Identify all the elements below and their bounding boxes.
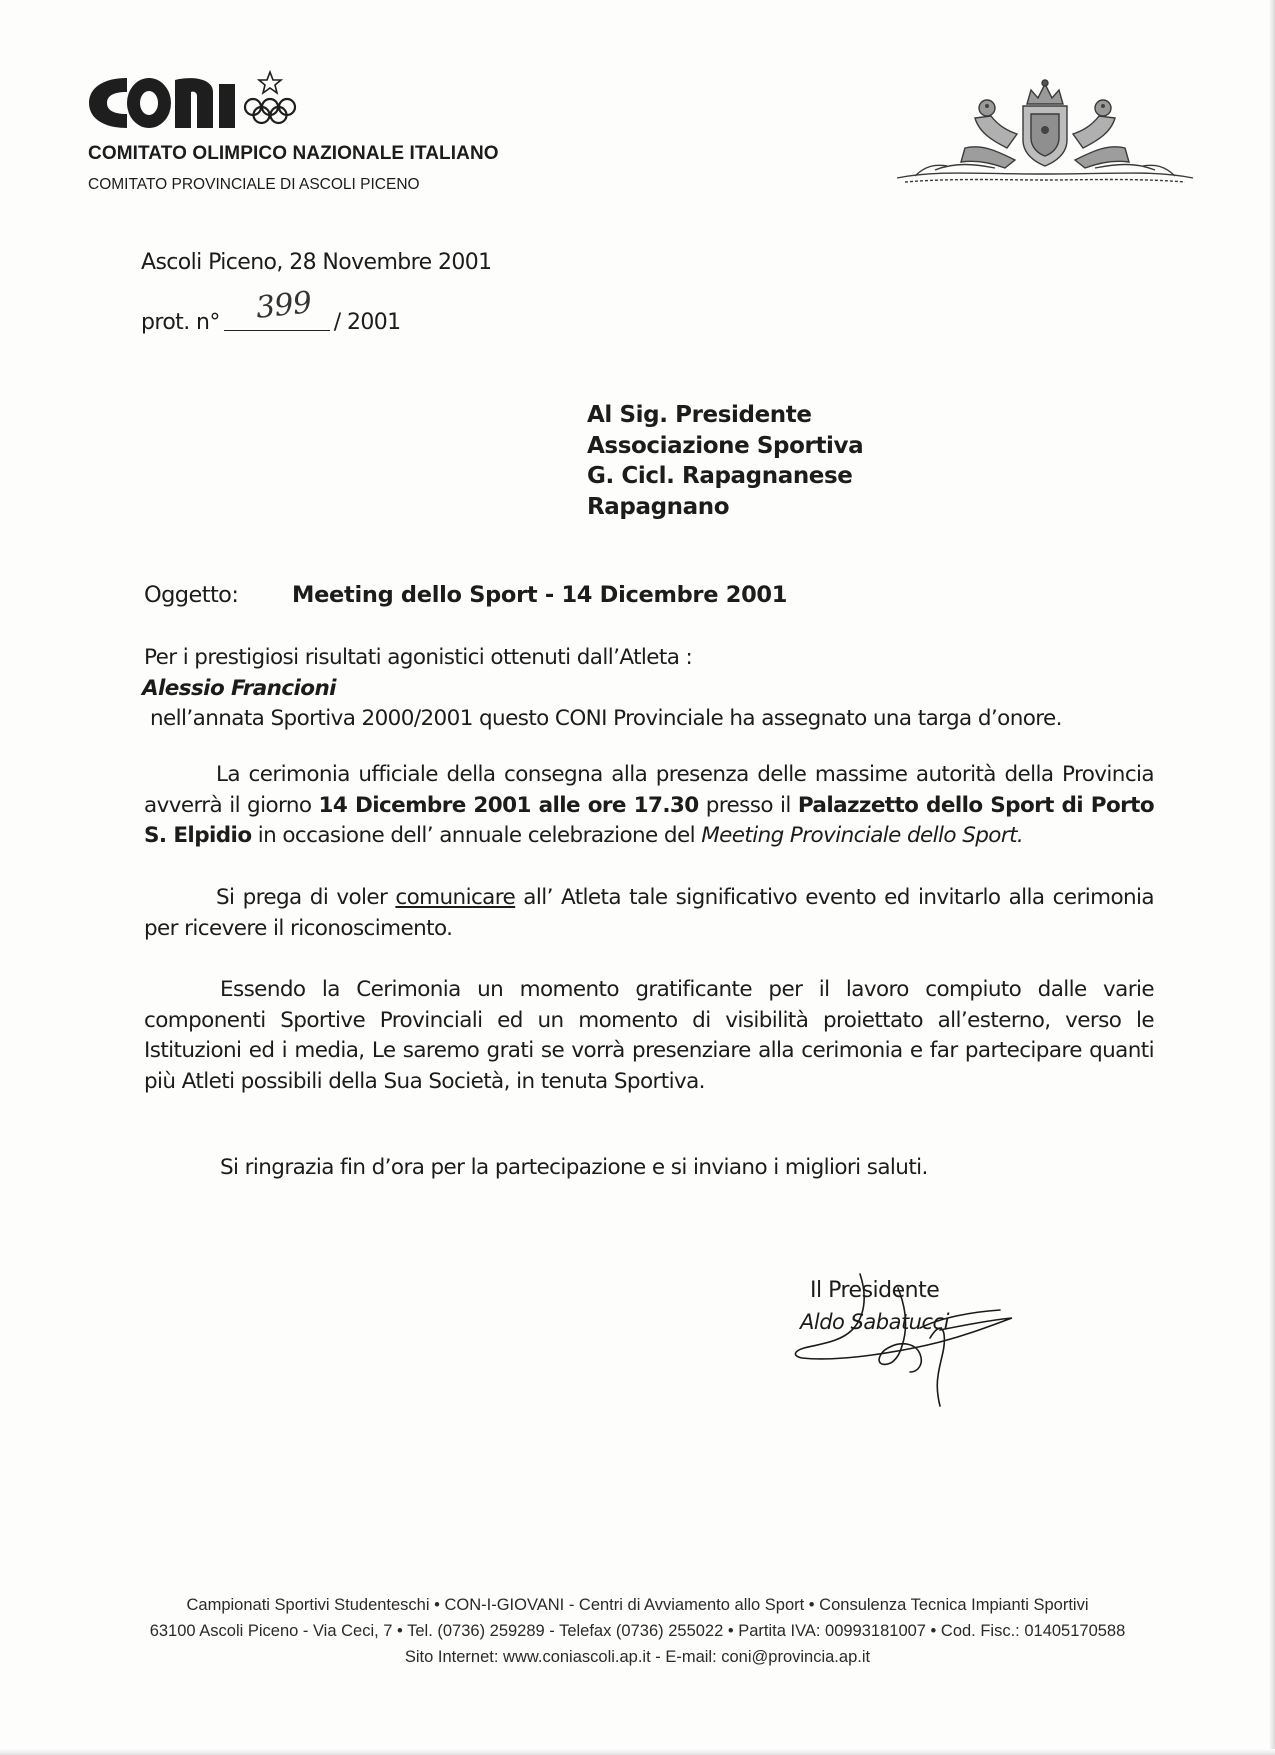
signature-title: Il Presidente: [810, 1278, 940, 1303]
subject-line: [144, 582, 787, 608]
coni-logo-icon: [87, 70, 312, 132]
organization-subtitle: COMITATO PROVINCIALE DI ASCOLI PICENO: [88, 176, 420, 193]
signature-name: Aldo Sabatucci: [800, 1310, 949, 1334]
date-line: Ascoli Piceno, 28 Novembre 2001: [141, 250, 492, 275]
paragraph-ceremony: [144, 760, 1154, 852]
recipient-line: Al Sig. Presidente: [587, 402, 812, 428]
paragraph-award-rest: nell’annata Sportiva 2000/2001 questo CONI Provinciale ha assegnato una targa d’onore.: [150, 706, 1062, 731]
text-span: all’ Atleta tale significativo evento ed invitarlo alla cerimonia per ricevere il riconoscimento.: [144, 885, 1154, 941]
subject-label: Oggetto:: [144, 582, 239, 608]
protocol-line: [141, 285, 401, 335]
text-span: La cerimonia ufficiale della consegna alla presenza delle massime autorità della Provincia avverrà il giorno: [144, 762, 1154, 818]
text-span: presso il: [698, 792, 798, 818]
footer-line: Sito Internet: www.coniascoli.ap.it - E-mail: coni@provincia.ap.it: [404, 1648, 871, 1666]
ceremony-venue: Palazzetto dello Sport di Porto S. Elpidio: [144, 792, 1154, 848]
athlete-name: Alessio Francioni: [142, 675, 336, 701]
recipient-line: Rapagnano: [587, 493, 730, 520]
recipient-line: G. Cicl. Rapagnanese: [587, 463, 853, 489]
ceremony-datetime: 14 Dicembre 2001 alle ore 17.30: [318, 792, 699, 818]
handwritten-signature-icon: [790, 1268, 1030, 1408]
protocol-prefix: prot. n°: [141, 310, 220, 335]
paragraph-request: [144, 883, 1154, 944]
coat-of-arms-icon: [895, 78, 1195, 196]
subject-text: Meeting dello Sport - 14 Dicembre 2001: [292, 582, 788, 608]
page-edge-shadow: [0, 1749, 1275, 1755]
protocol-suffix: / 2001: [333, 310, 401, 335]
footer-line: Campionati Sportivi Studenteschi • CON-I-GIOVANI - Centri di Avviamento allo Sport • Consulenza Tecnica Impianti Sportivi: [186, 1596, 1089, 1614]
recipient-line: Associazione Sportiva: [587, 432, 864, 459]
paragraph-invitation: Essendo la Cerimonia un momento gratificante per il lavoro compiuto dalle varie componenti Sportive Provinciali ed un momento di visibilità proiettato all’esterno, verso le Istituzioni ed i media, Le saremo grati se vorrà presenziare alla cerimonia e far partecipare quanti più Atleti possibili della Sua Società, in tenuta Sportiva.: [144, 977, 1154, 1094]
underlined-word: comunicare: [395, 885, 516, 910]
protocol-number: 399: [254, 285, 313, 326]
recipient-block: [587, 400, 863, 522]
paragraph-intro: Per i prestigiosi risultati agonistici ottenuti dall’Atleta :: [144, 645, 693, 670]
paragraph-closing: Si ringrazia fin d’ora per la partecipazione e si inviano i migliori saluti.: [220, 1155, 928, 1180]
page-edge-shadow: [1269, 0, 1275, 1755]
text-span: Si prega di voler: [216, 885, 396, 910]
text-span: in occasione dell’ annuale celebrazione del: [251, 823, 702, 848]
meeting-name: Meeting Provinciale dello Sport.: [701, 823, 1024, 848]
footer-line: 63100 Ascoli Piceno - Via Ceci, 7 • Tel. (0736) 259289 - Telefax (0736) 255022 • Partita IVA: 00993181007 • Cod. Fisc.: 01405170588: [149, 1622, 1126, 1640]
organization-name: COMITATO OLIMPICO NAZIONALE ITALIANO: [88, 143, 499, 164]
protocol-number-field: [224, 285, 330, 331]
paragraph-award: [144, 643, 1154, 735]
